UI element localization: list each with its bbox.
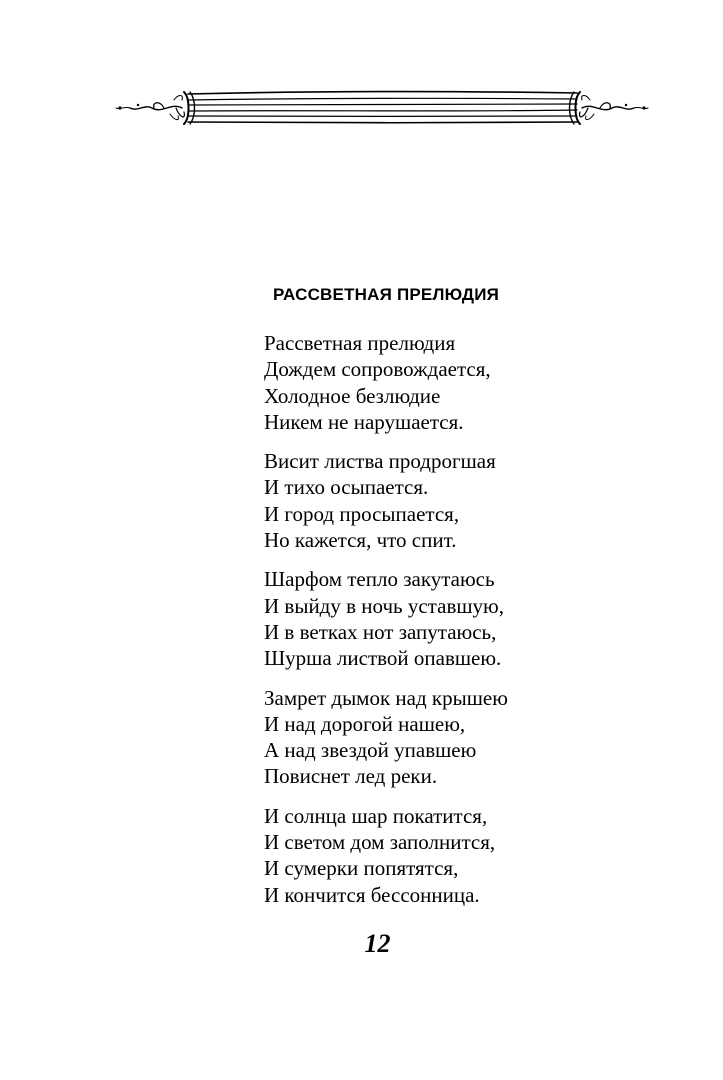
poem-line: И выйду в ночь уставшую, — [264, 593, 504, 618]
poem-line: Шарфом тепло закутаюсь — [264, 567, 495, 592]
poem-line: Висит листва продрогшая — [264, 449, 496, 474]
stanza — [264, 330, 508, 435]
poem-line: Шурша листвой опавшею. — [264, 646, 502, 671]
poem-line: И светом дом заполнится, — [264, 830, 496, 855]
poem-line: А над звездой упавшею — [264, 738, 477, 763]
poem-line: И в ветках нот запутаюсь, — [264, 619, 497, 644]
poem-line: И солнца шар покатится, — [264, 803, 488, 828]
stanza — [264, 803, 508, 908]
poem-line: И сумерки попятятся, — [264, 856, 459, 881]
poem-line: Рассветная прелюдия — [264, 331, 456, 355]
poem-body — [264, 330, 508, 908]
poem-line: Дождем сопровождается, — [264, 357, 491, 382]
poem-line: И кончится бессонница. — [264, 882, 480, 907]
poem-title: РАССВЕТНАЯ ПРЕЛЮДИЯ — [273, 285, 500, 304]
poem-line: И над дорогой нашею, — [264, 711, 466, 736]
scroll-ornament-icon — [112, 78, 652, 142]
poem-line: Никем не нарушается. — [264, 409, 464, 434]
poem-line: Но кажется, что спит. — [264, 528, 457, 553]
page-number: 12 — [364, 929, 391, 958]
stanza — [264, 685, 508, 790]
poem-line: Повиснет лед реки. — [264, 764, 438, 789]
poem-line: Замрет дымок над крышею — [264, 685, 508, 710]
stanza — [264, 566, 508, 671]
poem-line: И город просыпается, — [264, 501, 460, 526]
poem-line: И тихо осыпается. — [264, 475, 429, 500]
poem-line: Холодное безлюдие — [264, 383, 441, 408]
stanza — [264, 448, 508, 553]
